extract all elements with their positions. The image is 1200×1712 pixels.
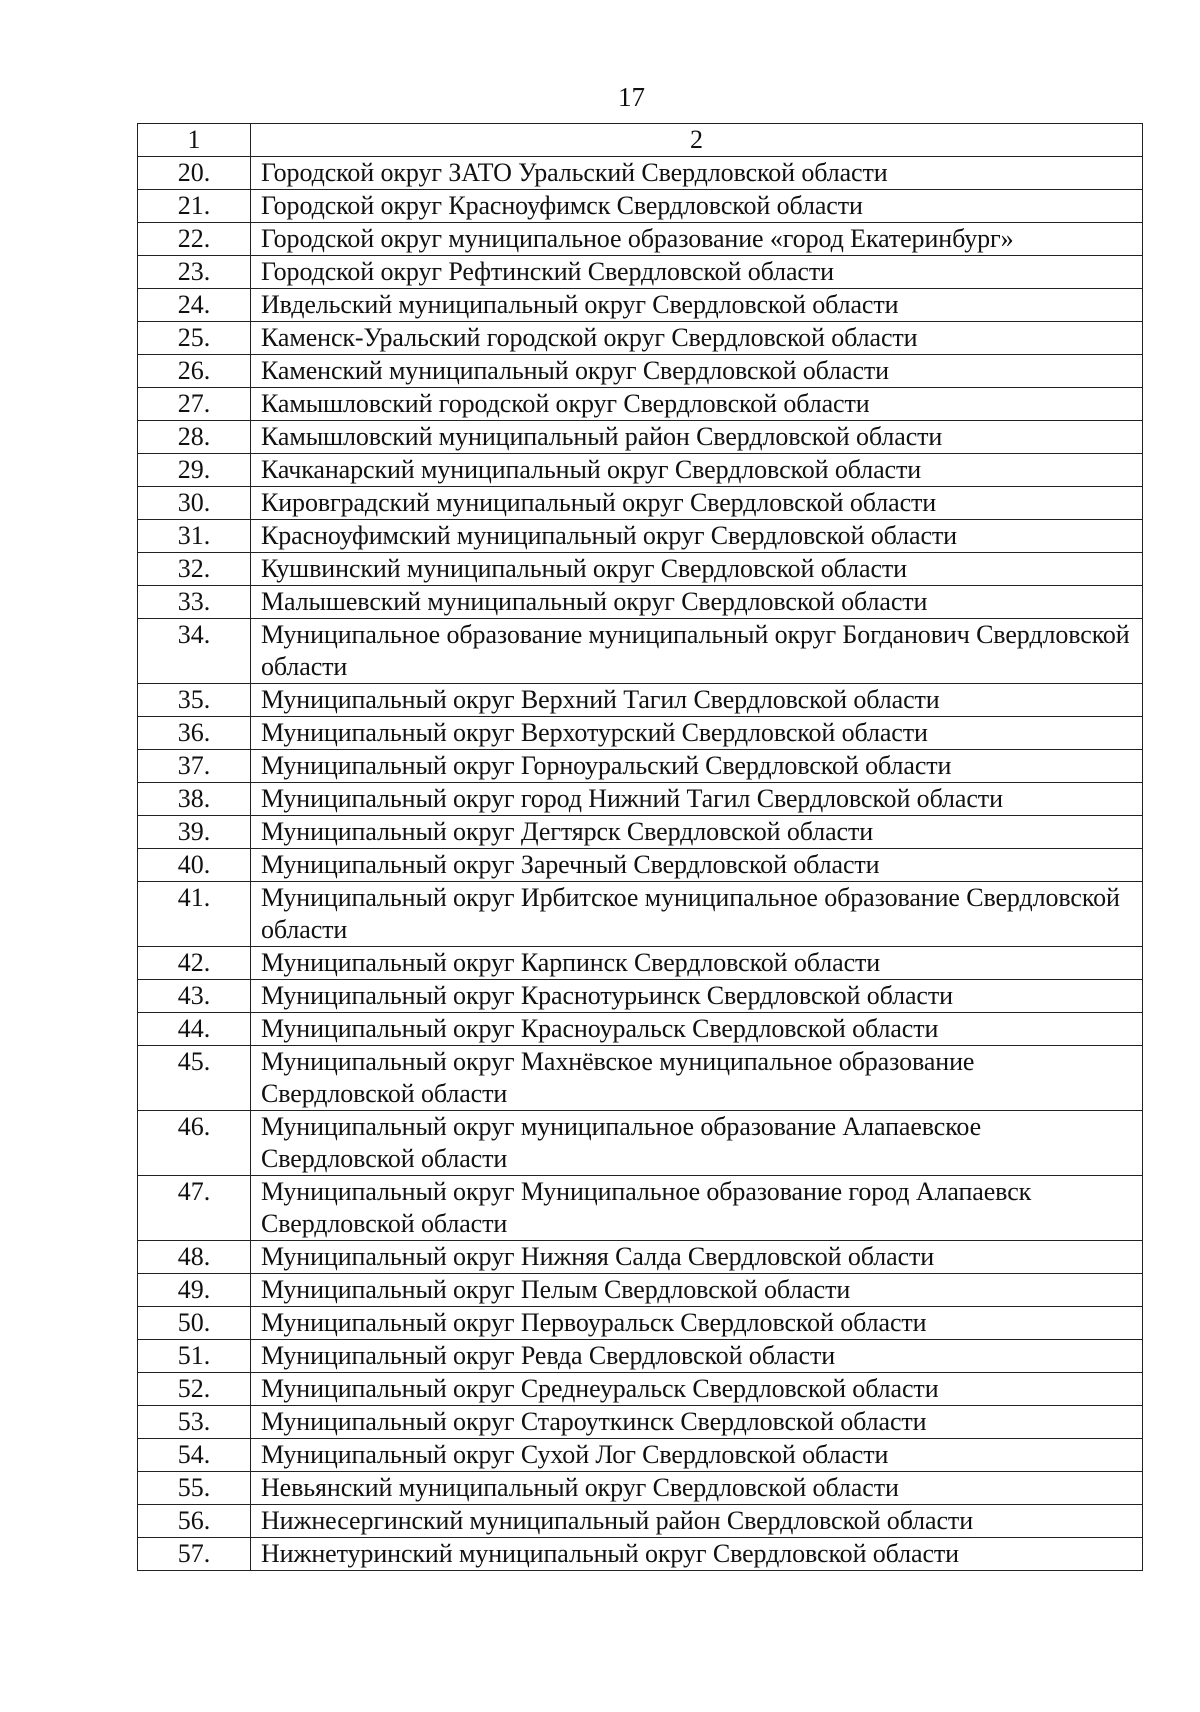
row-number: 54.	[138, 1439, 251, 1472]
table-row	[138, 421, 1143, 454]
municipality-name: Муниципальный округ Верхний Тагил Свердловской области	[251, 684, 1143, 717]
municipality-name: Муниципальное образование муниципальный округ Богданович Свердловской области	[251, 619, 1143, 684]
municipality-name: Красноуфимский муниципальный округ Свердловской области	[251, 520, 1143, 553]
municipality-name: Городской округ муниципальное образование «город Екатеринбург»	[251, 223, 1143, 256]
municipality-name: Муниципальный округ Красноуральск Свердловской области	[251, 1013, 1143, 1046]
table-row	[138, 289, 1143, 322]
row-number: 32.	[138, 553, 251, 586]
table-row	[138, 1176, 1143, 1241]
table-row	[138, 816, 1143, 849]
municipality-name: Муниципальный округ Муниципальное образование город Алапаевск Свердловской области	[251, 1176, 1143, 1241]
municipality-name: Муниципальный округ Махнёвское муниципальное образование Свердловской области	[251, 1046, 1143, 1111]
row-number: 38.	[138, 783, 251, 816]
municipality-name: Городской округ ЗАТО Уральский Свердловской области	[251, 157, 1143, 190]
municipality-name: Городской округ Рефтинский Свердловской области	[251, 256, 1143, 289]
row-number: 34.	[138, 619, 251, 684]
municipality-name: Качканарский муниципальный округ Свердловской области	[251, 454, 1143, 487]
row-number: 48.	[138, 1241, 251, 1274]
table-row	[138, 947, 1143, 980]
table-body	[138, 124, 1143, 1571]
row-number: 33.	[138, 586, 251, 619]
municipality-name: Нижнетуринский муниципальный округ Свердловской области	[251, 1538, 1143, 1571]
table-row	[138, 1307, 1143, 1340]
municipality-name: Муниципальный округ Карпинск Свердловской области	[251, 947, 1143, 980]
row-number: 36.	[138, 717, 251, 750]
table-row	[138, 1340, 1143, 1373]
table-row	[138, 520, 1143, 553]
table-row	[138, 388, 1143, 421]
table-row	[138, 1013, 1143, 1046]
row-number: 20.	[138, 157, 251, 190]
municipality-name: Невьянский муниципальный округ Свердловской области	[251, 1472, 1143, 1505]
municipality-name: Муниципальный округ Нижняя Салда Свердловской области	[251, 1241, 1143, 1274]
municipality-name: Муниципальный округ Горноуральский Свердловской области	[251, 750, 1143, 783]
table-row	[138, 157, 1143, 190]
table-row	[138, 684, 1143, 717]
municipality-name: Камышловский городской округ Свердловской области	[251, 388, 1143, 421]
column-header-number: 1	[138, 124, 251, 157]
table-header-row	[138, 124, 1143, 157]
table-row	[138, 1439, 1143, 1472]
row-number: 53.	[138, 1406, 251, 1439]
municipalities-table	[137, 123, 1143, 1571]
table-row	[138, 1046, 1143, 1111]
row-number: 46.	[138, 1111, 251, 1176]
municipality-name: Кировградский муниципальный округ Свердловской области	[251, 487, 1143, 520]
row-number: 23.	[138, 256, 251, 289]
row-number: 22.	[138, 223, 251, 256]
row-number: 43.	[138, 980, 251, 1013]
table-row	[138, 454, 1143, 487]
municipality-name: Муниципальный округ Дегтярск Свердловской области	[251, 816, 1143, 849]
row-number: 27.	[138, 388, 251, 421]
table-row	[138, 1406, 1143, 1439]
table-row	[138, 882, 1143, 947]
municipality-name: Муниципальный округ Ревда Свердловской области	[251, 1340, 1143, 1373]
table-row	[138, 980, 1143, 1013]
table-row	[138, 256, 1143, 289]
table-row	[138, 750, 1143, 783]
municipality-name: Муниципальный округ город Нижний Тагил Свердловской области	[251, 783, 1143, 816]
table-row	[138, 1373, 1143, 1406]
column-header-name: 2	[251, 124, 1143, 157]
municipality-name: Кушвинский муниципальный округ Свердловской области	[251, 553, 1143, 586]
row-number: 28.	[138, 421, 251, 454]
municipality-name: Муниципальный округ Пелым Свердловской области	[251, 1274, 1143, 1307]
table-row	[138, 717, 1143, 750]
row-number: 50.	[138, 1307, 251, 1340]
municipality-name: Ивдельский муниципальный округ Свердловской области	[251, 289, 1143, 322]
table-row	[138, 1111, 1143, 1176]
municipality-name: Нижнесергинский муниципальный район Свердловской области	[251, 1505, 1143, 1538]
table-row	[138, 1538, 1143, 1571]
row-number: 29.	[138, 454, 251, 487]
table-row	[138, 586, 1143, 619]
table-row	[138, 223, 1143, 256]
row-number: 55.	[138, 1472, 251, 1505]
municipality-name: Муниципальный округ Краснотурьинск Свердловской области	[251, 980, 1143, 1013]
municipality-name: Муниципальный округ Сухой Лог Свердловской области	[251, 1439, 1143, 1472]
table-row	[138, 1472, 1143, 1505]
municipality-name: Муниципальный округ Первоуральск Свердловской области	[251, 1307, 1143, 1340]
municipality-name: Муниципальный округ Заречный Свердловской области	[251, 849, 1143, 882]
table-row	[138, 783, 1143, 816]
municipality-name: Городской округ Красноуфимск Свердловской области	[251, 190, 1143, 223]
municipality-name: Малышевский муниципальный округ Свердловской области	[251, 586, 1143, 619]
municipality-name: Каменский муниципальный округ Свердловской области	[251, 355, 1143, 388]
table-row	[138, 322, 1143, 355]
row-number: 25.	[138, 322, 251, 355]
table-row	[138, 619, 1143, 684]
row-number: 45.	[138, 1046, 251, 1111]
row-number: 57.	[138, 1538, 251, 1571]
row-number: 49.	[138, 1274, 251, 1307]
table-row	[138, 487, 1143, 520]
municipality-name: Муниципальный округ муниципальное образование Алапаевское Свердловской области	[251, 1111, 1143, 1176]
row-number: 56.	[138, 1505, 251, 1538]
row-number: 41.	[138, 882, 251, 947]
municipality-name: Каменск-Уральский городской округ Свердловской области	[251, 322, 1143, 355]
table-row	[138, 1505, 1143, 1538]
row-number: 37.	[138, 750, 251, 783]
municipality-name: Муниципальный округ Ирбитское муниципальное образование Свердловской области	[251, 882, 1143, 947]
row-number: 30.	[138, 487, 251, 520]
row-number: 35.	[138, 684, 251, 717]
municipality-name: Муниципальный округ Староуткинск Свердловской области	[251, 1406, 1143, 1439]
table-row	[138, 355, 1143, 388]
row-number: 52.	[138, 1373, 251, 1406]
row-number: 47.	[138, 1176, 251, 1241]
row-number: 31.	[138, 520, 251, 553]
table-row	[138, 1241, 1143, 1274]
municipality-name: Муниципальный округ Верхотурский Свердловской области	[251, 717, 1143, 750]
municipality-name: Муниципальный округ Среднеуральск Свердловской области	[251, 1373, 1143, 1406]
table-row	[138, 849, 1143, 882]
row-number: 40.	[138, 849, 251, 882]
page-number: 17	[618, 82, 645, 112]
municipality-name: Камышловский муниципальный район Свердловской области	[251, 421, 1143, 454]
row-number: 44.	[138, 1013, 251, 1046]
row-number: 51.	[138, 1340, 251, 1373]
row-number: 42.	[138, 947, 251, 980]
row-number: 26.	[138, 355, 251, 388]
row-number: 21.	[138, 190, 251, 223]
table-row	[138, 553, 1143, 586]
row-number: 39.	[138, 816, 251, 849]
table-row	[138, 190, 1143, 223]
table-row	[138, 1274, 1143, 1307]
row-number: 24.	[138, 289, 251, 322]
